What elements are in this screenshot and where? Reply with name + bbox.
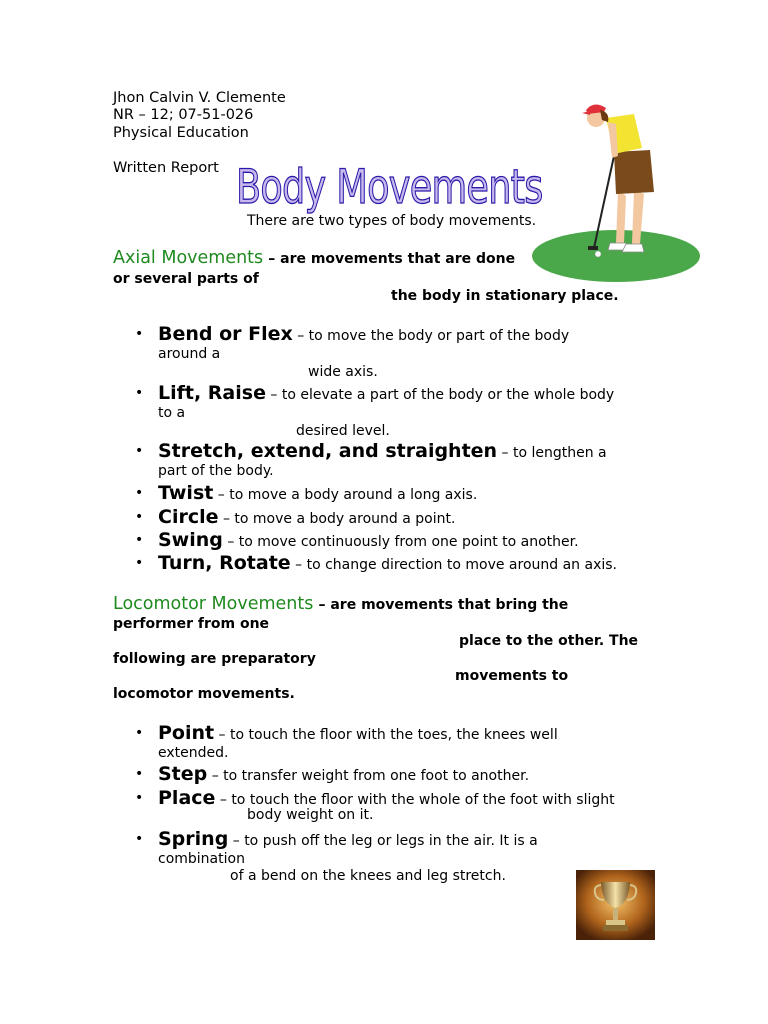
- item-desc: – to lengthen a: [497, 445, 607, 461]
- axial-title: Axial Movements: [113, 248, 264, 268]
- item-cont: around a: [158, 346, 221, 362]
- item-cont: part of the body.: [158, 463, 274, 479]
- item-desc: – to elevate a part of the body or the whole body: [265, 387, 615, 403]
- axial-heading: [113, 248, 515, 268]
- item-cont: body weight on it.: [247, 807, 374, 823]
- list-item: [135, 787, 658, 823]
- item-desc: – to push off the leg or legs in the air. It is a: [228, 833, 538, 849]
- list-item: [135, 552, 658, 574]
- item-term: Point: [158, 722, 215, 744]
- bullet-icon: •: [135, 385, 144, 401]
- item-term: Place: [158, 787, 216, 809]
- locomotor-def-line4: following are preparatory: [113, 651, 316, 667]
- item-cont: extended.: [158, 745, 229, 761]
- page-title: Body Movements: [236, 160, 543, 215]
- report-label: Written Report: [113, 160, 219, 176]
- item-cont: to a: [158, 405, 186, 421]
- locomotor-def-line3: place to the other. The: [459, 633, 639, 649]
- item-desc: – to move continuously from one point to another.: [222, 534, 579, 550]
- item-term: Turn, Rotate: [158, 552, 291, 574]
- trophy-image: [576, 870, 655, 940]
- list-item: [135, 323, 658, 380]
- subject: Physical Education: [113, 125, 249, 141]
- bullet-icon: •: [135, 509, 144, 525]
- locomotor-title: Locomotor Movements: [113, 594, 314, 614]
- bullet-icon: •: [135, 485, 144, 501]
- author-name: Jhon Calvin V. Clemente: [113, 90, 286, 106]
- bullet-icon: •: [135, 766, 144, 782]
- bullet-icon: •: [135, 326, 144, 342]
- list-item: [135, 828, 658, 884]
- item-term: Step: [158, 763, 208, 785]
- axial-def: – are movements that are done: [268, 251, 516, 267]
- bullet-icon: •: [135, 555, 144, 571]
- item-cont: wide axis.: [308, 364, 378, 380]
- locomotor-def: – are movements that bring the: [318, 597, 569, 613]
- item-term: Lift, Raise: [158, 382, 266, 404]
- list-item: [135, 722, 658, 761]
- list-item: [135, 382, 658, 439]
- item-desc: – to move the body or part of the body: [292, 328, 570, 344]
- axial-def-line3: the body in stationary place.: [391, 288, 619, 304]
- golfer-clipart: [530, 98, 702, 284]
- item-cont: of a bend on the knees and leg stretch.: [230, 868, 506, 884]
- item-term: Bend or Flex: [158, 323, 293, 345]
- bullet-icon: •: [135, 443, 144, 459]
- list-item: [135, 440, 658, 479]
- bullet-icon: •: [135, 790, 144, 806]
- list-item: [135, 506, 658, 528]
- intro-text: There are two types of body movements.: [247, 213, 537, 229]
- list-item: [135, 763, 658, 785]
- item-desc: – to move a body around a long axis.: [213, 487, 478, 503]
- bullet-icon: •: [135, 725, 144, 741]
- item-term: Swing: [158, 529, 223, 551]
- bullet-icon: •: [135, 831, 144, 847]
- item-term: Spring: [158, 828, 229, 850]
- item-term: Twist: [158, 482, 214, 504]
- locomotor-def-line6: locomotor movements.: [113, 686, 295, 702]
- item-desc: – to touch the floor with the whole of the foot with slight: [215, 792, 615, 808]
- list-item: [135, 482, 658, 504]
- item-desc: – to change direction to move around an axis.: [290, 557, 618, 573]
- item-term: Stretch, extend, and straighten: [158, 440, 498, 462]
- item-cont: combination: [158, 851, 245, 867]
- item-term: Circle: [158, 506, 219, 528]
- item-desc: – to move a body around a point.: [218, 511, 456, 527]
- list-item: [135, 529, 658, 551]
- id-line: NR – 12; 07-51-026: [113, 107, 254, 123]
- item-cont: desired level.: [296, 423, 390, 439]
- item-desc: – to touch the floor with the toes, the knees well: [214, 727, 558, 743]
- locomotor-def-line5: movements to: [455, 668, 569, 684]
- locomotor-heading: [113, 594, 568, 614]
- bullet-icon: •: [135, 532, 144, 548]
- locomotor-def-line2: performer from one: [113, 616, 270, 632]
- item-desc: – to transfer weight from one foot to another.: [207, 768, 530, 784]
- axial-def-line2: or several parts of: [113, 271, 259, 287]
